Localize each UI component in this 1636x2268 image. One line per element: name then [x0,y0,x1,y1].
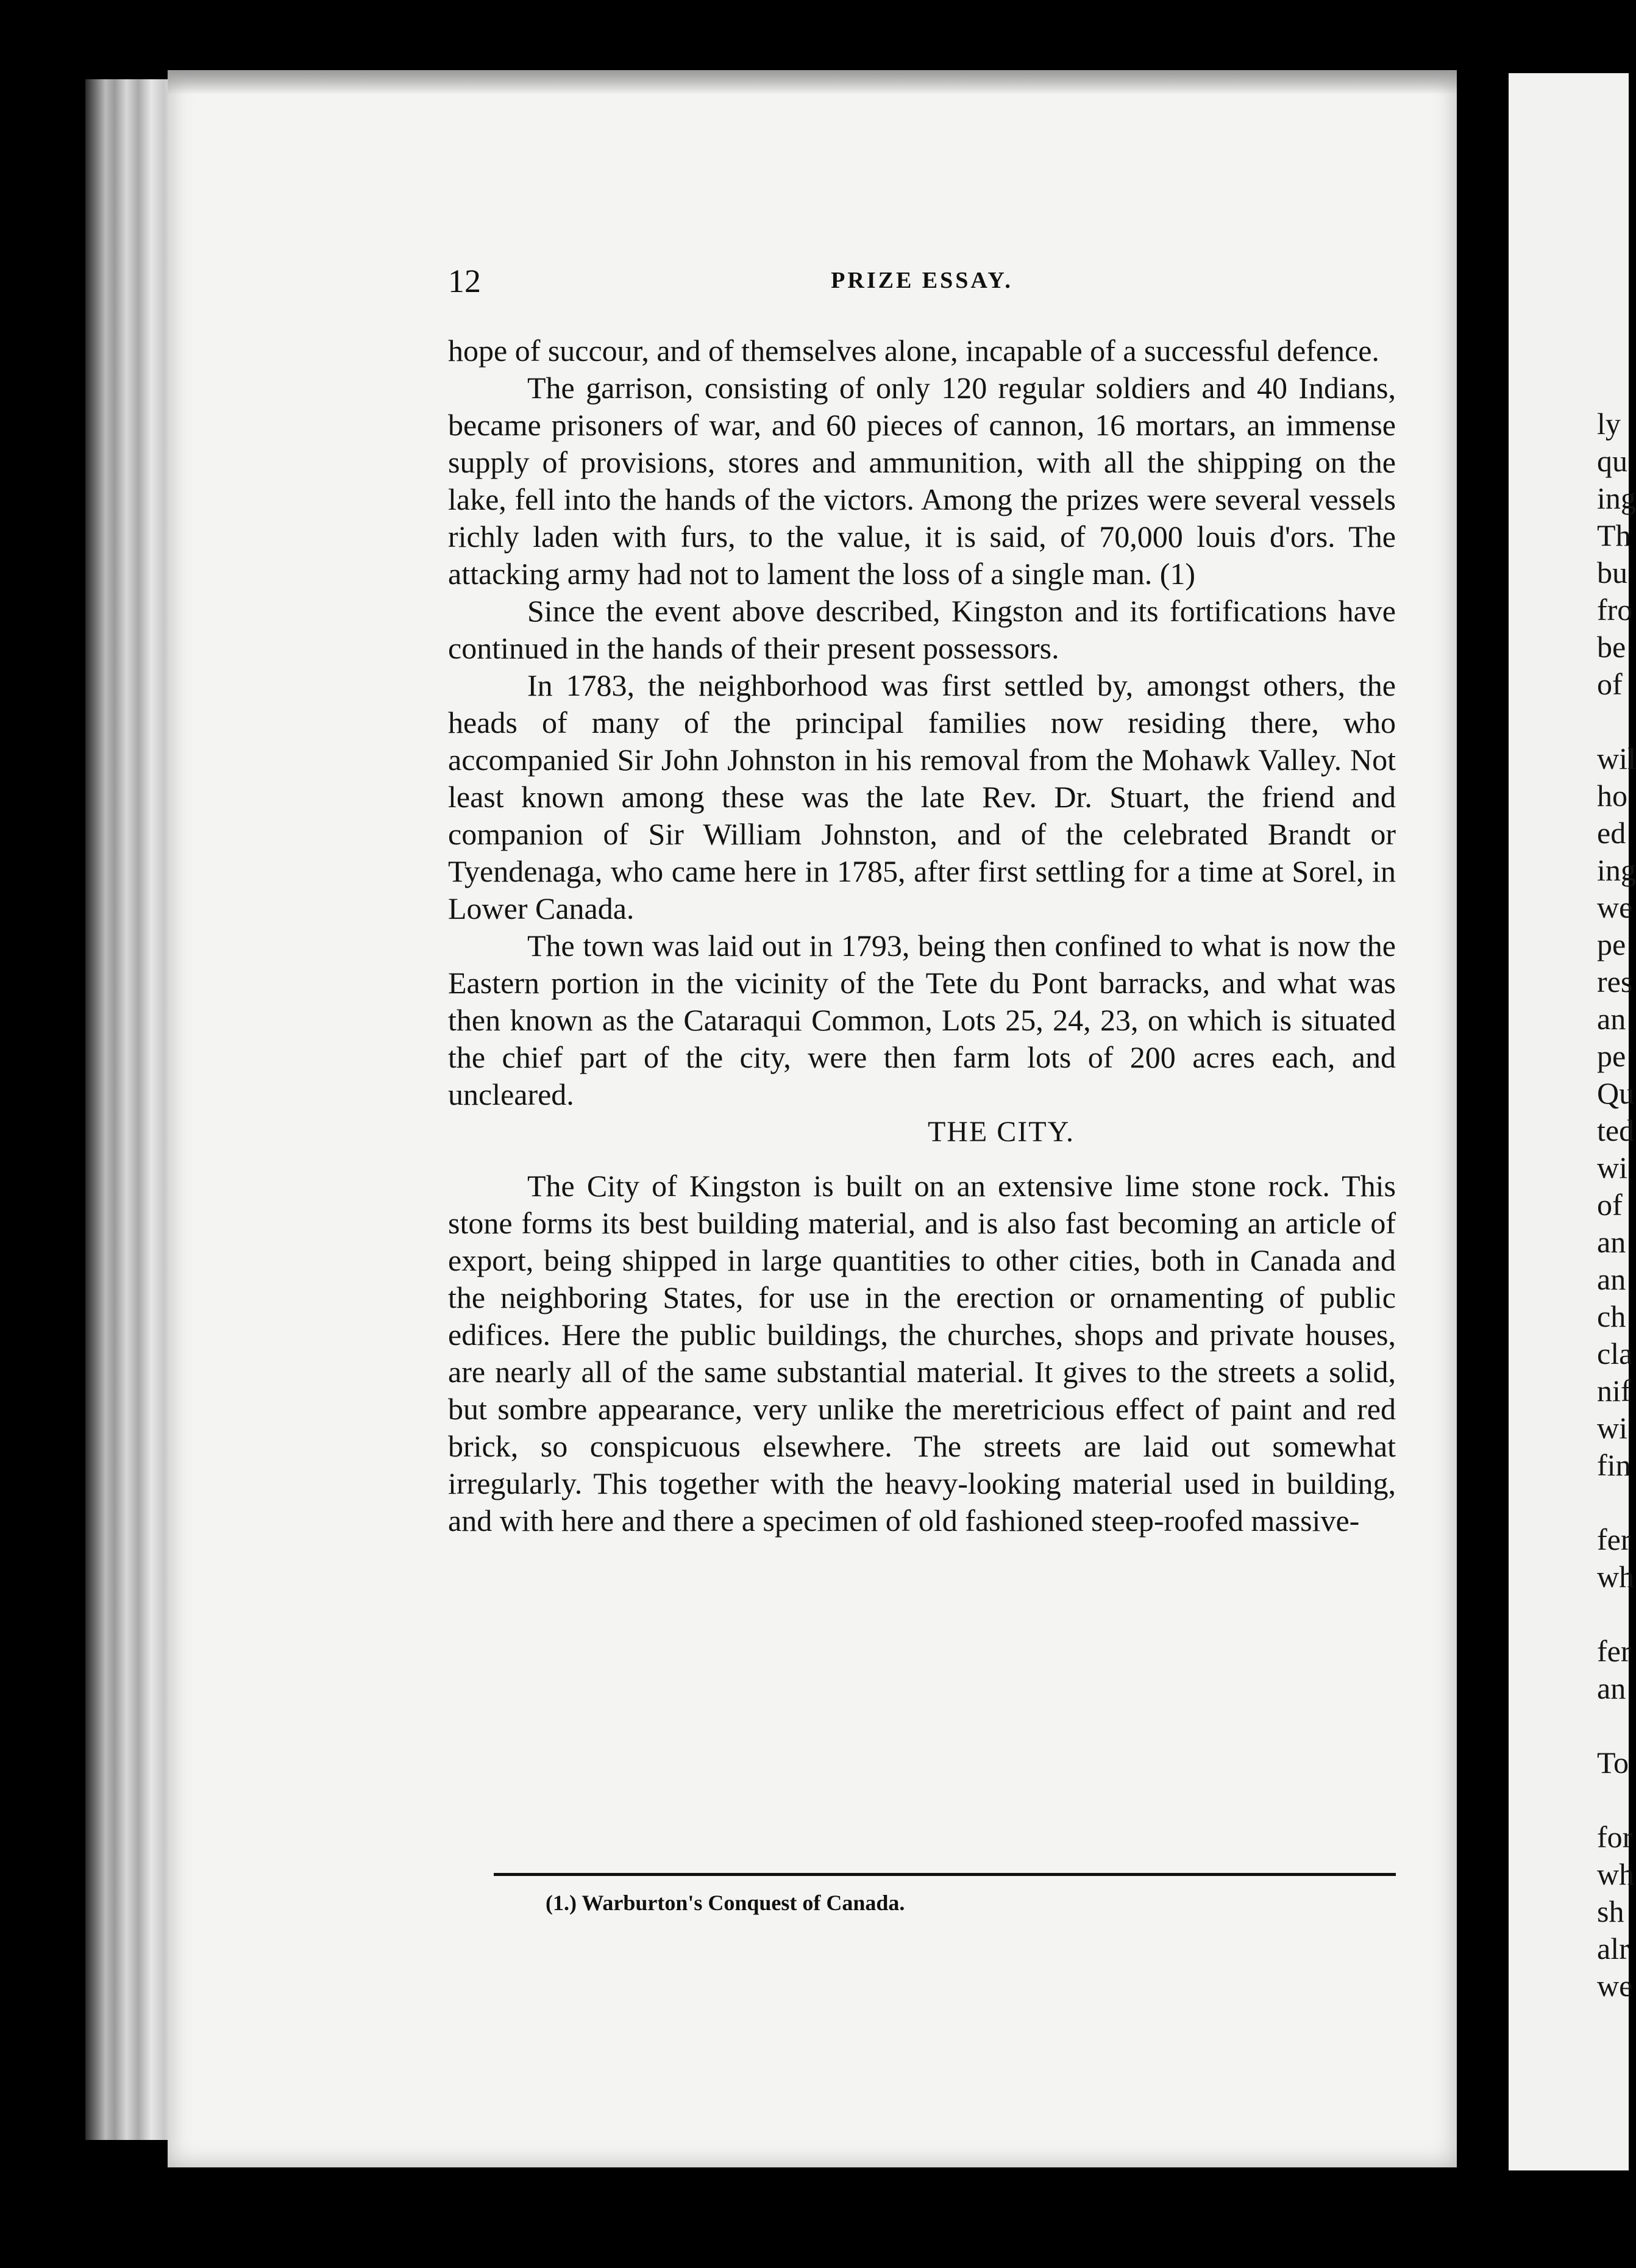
paragraph: In 1783, the neighborhood was first settled by, amongst others, the heads of many of the principal families now residing there, who accompanied Sir John Johnston in his removal from the Mohawk Valley. Not least known among these was the late Rev. Dr. Stuart, the friend and companion of Sir William Johnston, and of the celebrated Brandt or Tyendenaga, who came here in 1785, after first settling for a time at Sorel, in Lower Canada. [448,668,1396,925]
facing-page-line: ing [1597,481,1636,515]
facing-page-line: res [1597,965,1633,999]
facing-page [1509,73,1636,2170]
page-number: 12 [448,263,481,299]
facing-page-line: an [1597,1671,1626,1705]
facing-page-line: fin [1597,1448,1631,1482]
facing-page-line: Qu [1597,1076,1635,1110]
facing-page-line: ch [1597,1299,1626,1333]
facing-page-line: fer [1597,1634,1631,1668]
facing-page-line: ted [1597,1113,1635,1147]
facing-page-line: for [1597,1820,1633,1854]
facing-page-line [1597,1484,1636,1521]
facing-page-line: sh [1597,1894,1624,1928]
facing-page-line: Th [1597,518,1631,552]
facing-page-line: wi [1597,1411,1627,1445]
running-head [448,262,1396,305]
paragraph: The town was laid out in 1793, being then confined to what is now the Eastern portion in the vicinity of the Tete du Pont barracks, and what was then known as the Cataraqui Common, Lots 25, 24, 23, on which is situated the chief part of the city, were then farm lots of 200 acres each, and uncleared. [448,929,1396,1111]
facing-page-line [1597,1596,1636,1633]
facing-page-line: ed [1597,816,1626,850]
paragraph: The garrison, consisting of only 120 regular soldiers and 40 Indians, became prisoners of war, and 60 pieces of cannon, 16 mortars, an immense supply of provisions, stores and ammunition, with all the shipping on the lake, fell into the hands of the victors. Among the prizes were several vessels richly laden with furs, to the value, it is said, of 70,000 louis d'ors. The attacking army had not to lament the loss of a single man. (1) [448,371,1396,591]
footnote: (1.) Warburton's Conquest of Canada. [546,1891,905,1915]
facing-page-text [1597,405,1636,2005]
facing-page-line [1597,1707,1636,1744]
facing-page-line: wi [1597,1150,1627,1185]
paragraph: hope of succour, and of themselves alone, incapable of a successful defence. [448,333,1379,368]
facing-page-line: of [1597,667,1623,701]
facing-page-line: we [1597,890,1633,924]
facing-page-line: ing [1597,853,1636,887]
facing-page-line: bu [1597,555,1627,590]
facing-page-line: ho [1597,779,1627,813]
facing-page-line: pe [1597,927,1626,961]
facing-page-line: we [1597,1969,1633,2003]
facing-page-line: To [1597,1746,1629,1780]
paragraph: Since the event above described, Kingston and its fortifications have continued in the hands of their present possessors. [448,594,1396,665]
facing-page-line: be [1597,630,1626,664]
book-gutter [1457,0,1509,2268]
facing-page-line: wil [1597,741,1636,776]
facing-page-line: an [1597,1225,1626,1259]
facing-page-line [1597,1781,1636,1819]
section-heading: THE CITY. [927,1116,1075,1148]
facing-page-line: nif [1597,1374,1631,1408]
facing-page-line: fer [1597,1522,1631,1557]
facing-page-line: an [1597,1002,1626,1036]
facing-page-line: ly [1597,407,1621,441]
facing-page-line: fro [1597,593,1633,627]
facing-page-line: wh [1597,1857,1635,1891]
facing-page-line: an [1597,1262,1626,1296]
facing-page-line: pe [1597,1039,1626,1073]
body-text [448,332,1396,1539]
facing-page-line [1597,703,1636,740]
book-page-edges [85,79,177,2140]
footnote-rule [494,1873,1396,1876]
facing-page-line: wh [1597,1560,1635,1594]
facing-page-line: of [1597,1188,1623,1222]
facing-page-line: qu [1597,444,1627,478]
running-title: PRIZE ESSAY. [831,268,1013,293]
paragraph: The City of Kingston is built on an extensive lime stone rock. This stone forms its best building material, and is also fast becoming an article of export, being shipped in large quantities to other cities, both in Canada and the neighboring States, for use in the erection or ornamenting of public edifices. Here the public buildings, the churches, shops and private houses, are nearly all of the same substantial material. It gives to the streets a solid, but sombre appearance, very unlike the meretricious effect of paint and red brick, so conspicuous elsewhere. The streets are laid out somewhat irregularly. This together with the heavy-looking material used in building, and with here and there a specimen of old fashioned steep-roofed massive- [448,1169,1396,1538]
facing-page-line: cla [1597,1336,1633,1371]
facing-page-line: alr [1597,1931,1629,1966]
